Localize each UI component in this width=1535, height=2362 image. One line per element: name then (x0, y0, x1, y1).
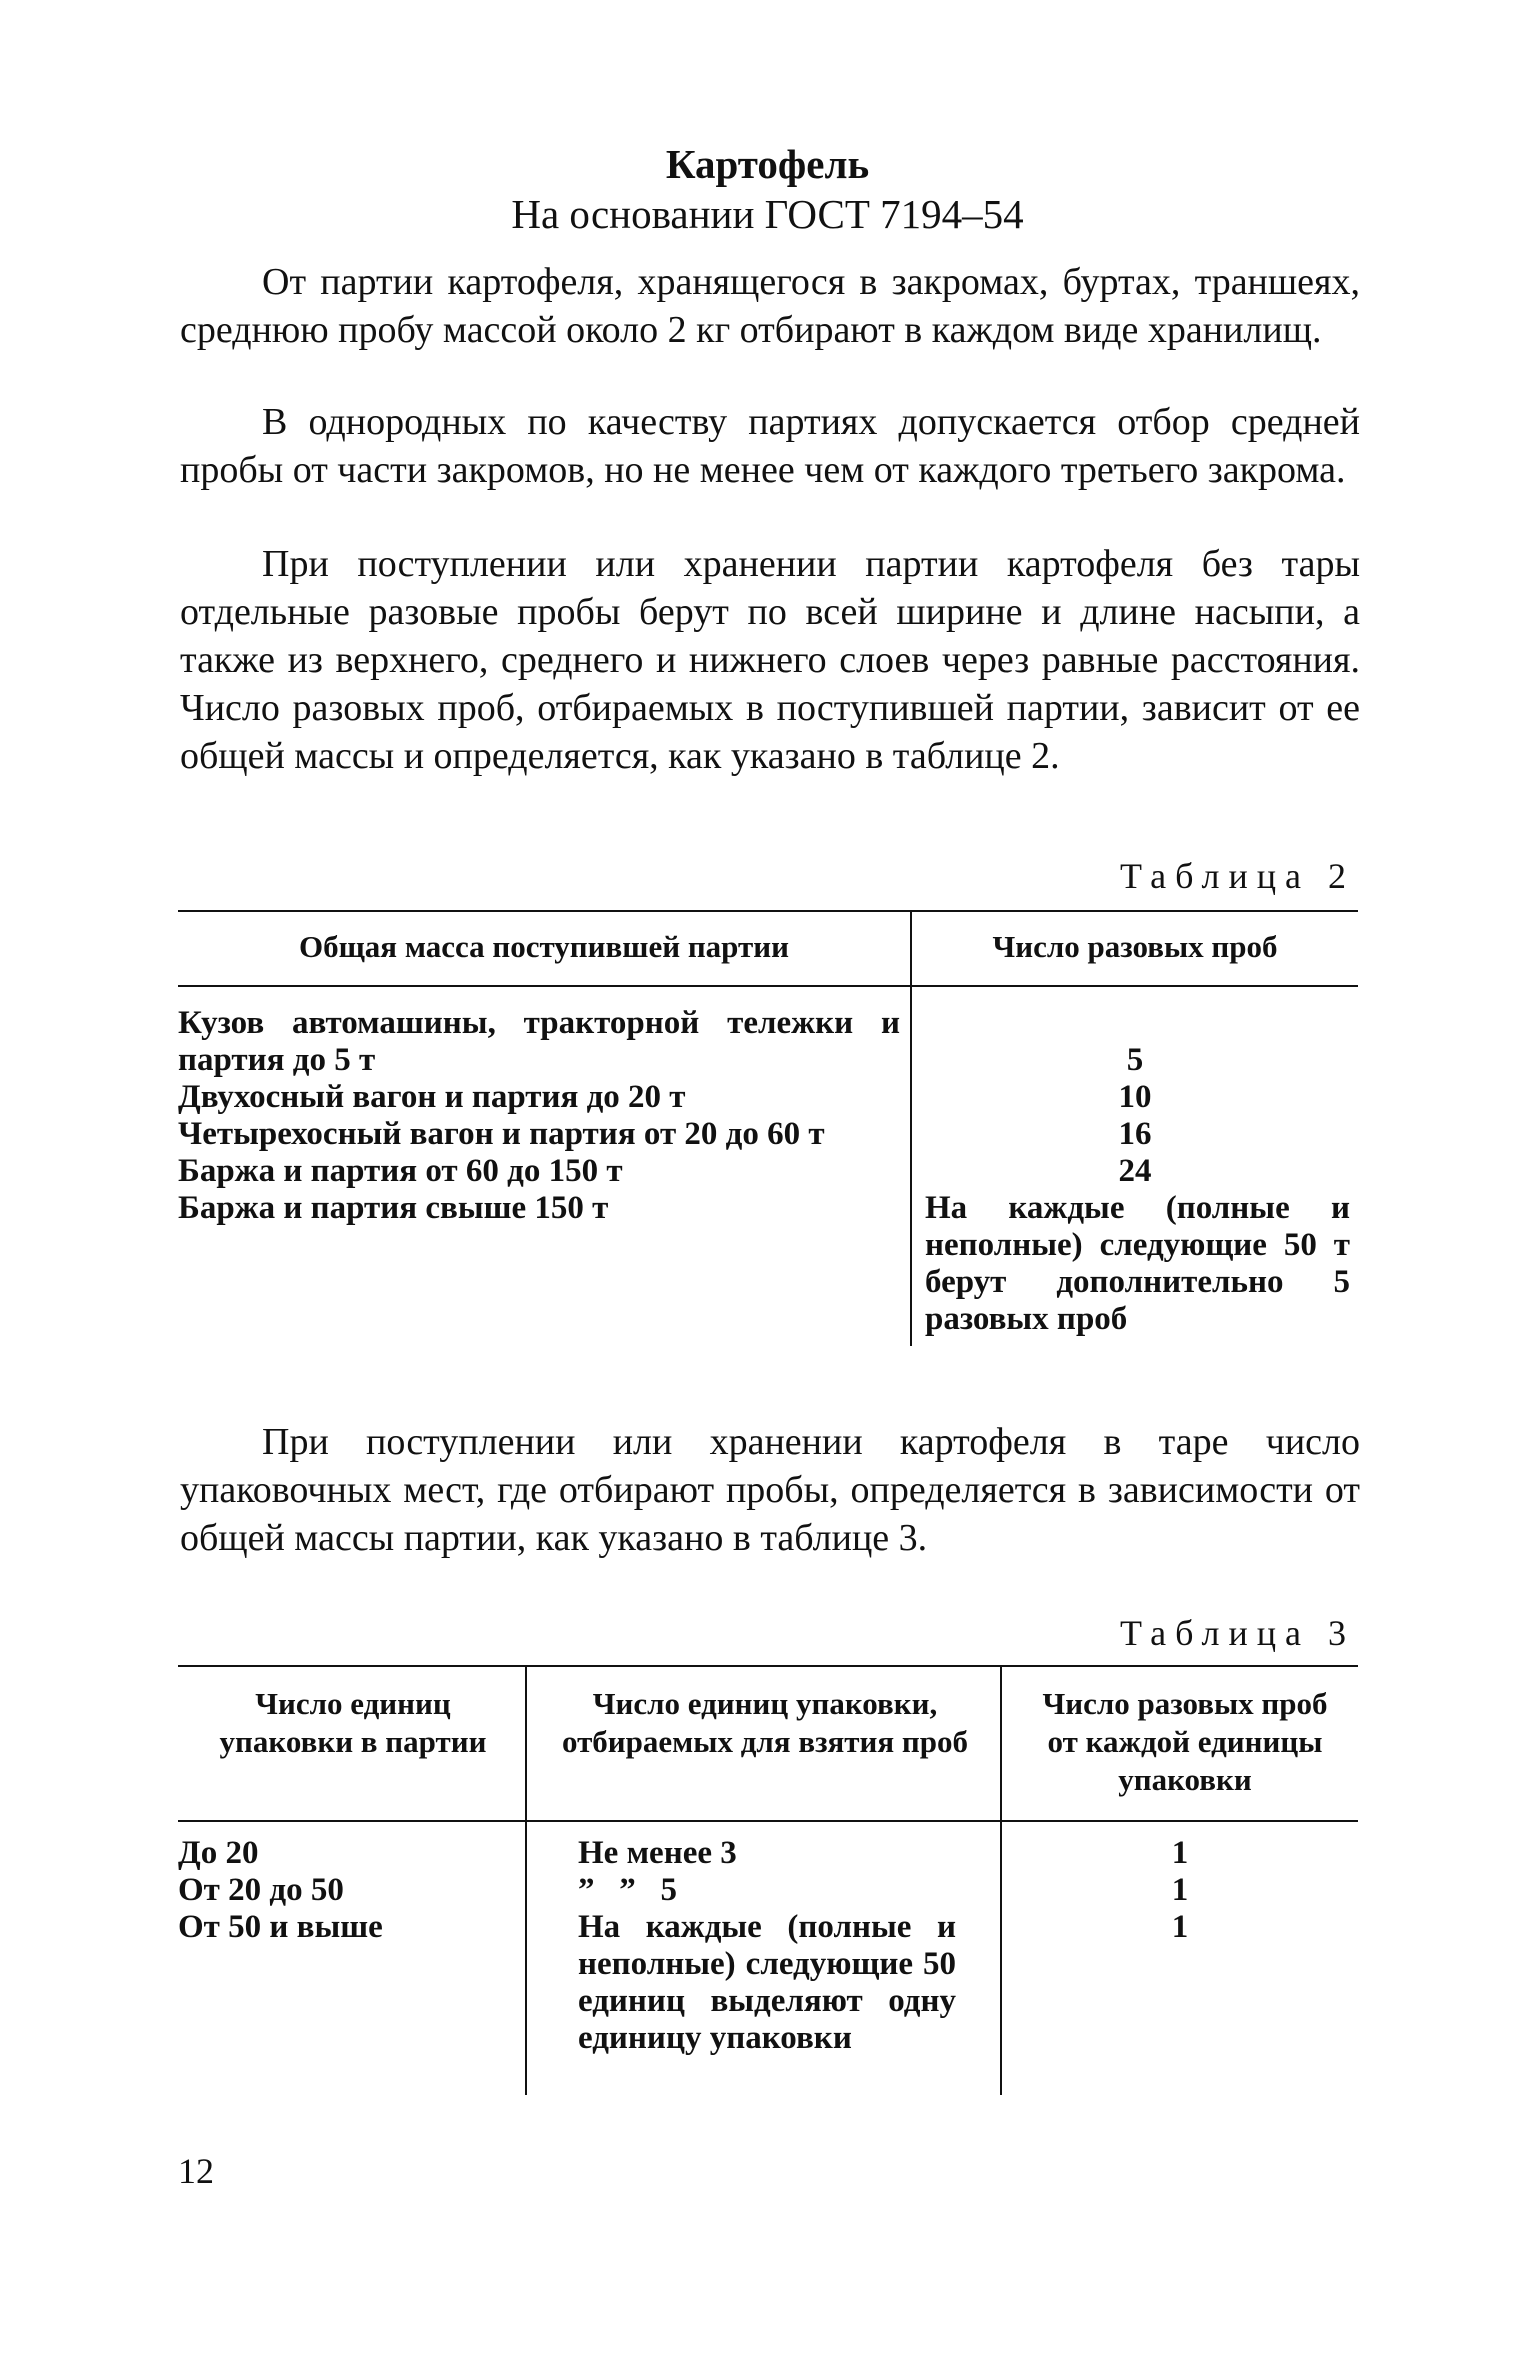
paragraph-1: От партии картофеля, хранящегося в закромах, буртах, траншеях, среднюю пробу массой около 2 кг отбирают в каждом виде хранилищ. (180, 261, 1360, 351)
paragraph-2: В однородных по качеству партиях допускается отбор средней пробы от части закромов, но не менее чем от каждого третьего закрома. (180, 401, 1360, 491)
table-3-column-divider-1 (525, 1665, 527, 2095)
table-3-header-rule (178, 1820, 1358, 1822)
table-3-header-samples: Число разовых проб от каждой единицы упаковки (1042, 1686, 1328, 1797)
table-2-row-1-count: 5 (1126, 1042, 1144, 1078)
table-3-header-units: Число единиц упаковки в партии (219, 1686, 487, 1759)
table-3-row-3-selected: На каждые (полные и неполные) следующие 50 единиц выделяют одну единицу упаковки (578, 1909, 956, 2056)
table-2-row-3-mass: Четырехосный вагон и партия от 20 до 60 т (178, 1116, 825, 1152)
table-2-row-5-mass: Баржа и партия свыше 150 т (178, 1190, 609, 1226)
table-3-row-2-selected: ” ” 5 (578, 1872, 677, 1908)
table-2-row-2-mass: Двухосный вагон и партия до 20 т (178, 1079, 686, 1115)
table-3-top-rule (178, 1665, 1358, 1667)
table-2-row-4-count: 24 (1118, 1153, 1152, 1189)
table-2-header-count: Число разовых проб (992, 929, 1278, 964)
table-2-row-4-mass: Баржа и партия от 60 до 150 т (178, 1153, 623, 1189)
table-3-row-1-samples: 1 (1171, 1835, 1189, 1871)
table-2-row-5-count: На каждые (полные и неполные) следующие 50 т берут дополнительно 5 разовых проб (925, 1190, 1350, 1337)
paragraph-3: При поступлении или хранении партии картофеля без тары отдельные разовые пробы берут по всей ширине и длине насыпи, а также из верхнего, среднего и нижнего слоев через равные расстояния. Число разовых проб, отбираемых в поступившей партии, зависит от ее общей массы и определяется, как указано в таблице 2. (180, 543, 1360, 777)
paragraph-4: При поступлении или хранении картофеля в таре число упаковочных мест, где отбирают пробы, определяется в зависимости от общей массы партии, как указано в таблице 3. (180, 1421, 1360, 1559)
table-2-row-3-count: 16 (1118, 1116, 1152, 1152)
table-2-caption: Таблица 2 (1120, 856, 1355, 896)
table-3-row-1-units: До 20 (178, 1835, 259, 1871)
table-2-header-mass: Общая масса поступившей партии (299, 929, 789, 964)
table-3-row-1-selected: Не менее 3 (578, 1835, 737, 1871)
table-2-top-rule (178, 910, 1358, 912)
table-2-row-1-mass: Кузов автомашины, тракторной тележки и партия до 5 т (178, 1005, 900, 1078)
table-3-row-2-samples: 1 (1171, 1872, 1189, 1908)
table-3-row-3-units: От 50 и выше (178, 1909, 383, 1945)
table-3-row-2-units: От 20 до 50 (178, 1872, 344, 1908)
table-3-row-3-samples: 1 (1171, 1909, 1189, 1945)
section-title: Картофель (665, 141, 870, 187)
page-number: 12 (178, 2151, 214, 2191)
table-2-header-rule (178, 985, 1358, 987)
table-2-row-2-count: 10 (1118, 1079, 1152, 1115)
table-3-header-selected: Число единиц упаковки, отбираемых для взятия проб (561, 1686, 969, 1759)
table-3-caption: Таблица 3 (1120, 1613, 1355, 1653)
section-subtitle: На основании ГОСТ 7194–54 (511, 191, 1024, 237)
